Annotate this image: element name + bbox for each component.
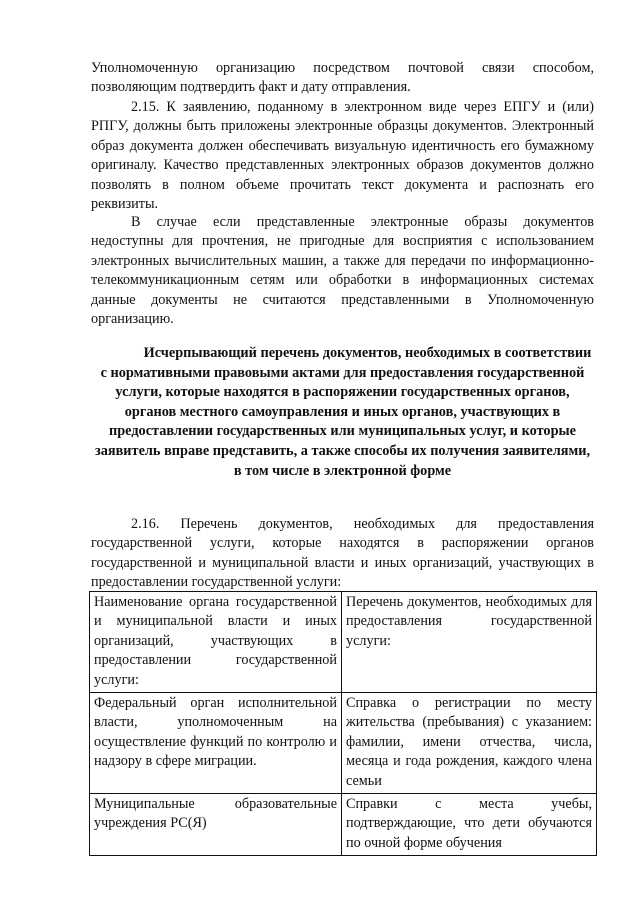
table-header-row	[90, 592, 597, 693]
table-cell-documents: Справки с места учебы, подтверждающие, что дети обучаются по очной форме обучения	[342, 794, 597, 856]
paragraph-delivery: Уполномоченную организацию посредством почтовой связи способом, позволяющим подтвердить факт и дату отправления.	[91, 60, 594, 96]
table-cell-authority: Федеральный орган исполнительной власти, уполномоченным на осуществление функций по контролю и надзору в сфере миграции.	[90, 693, 342, 794]
table-header-cell-documents: Перечень документов, необходимых для предоставления государственной услуги:	[342, 592, 597, 693]
paragraph-2-16: 2.16. Перечень документов, необходимых для предоставления государственной услуги, которые находятся в распоряжении органов государственной и муниципальной власти и иных организаций, участвующих в предоставлении государственной услуги:	[91, 516, 594, 591]
table-header-cell-authority: Наименование органа государственной и муниципальной власти и иных организаций, участвующих в предоставлении государственной услуги:	[90, 592, 342, 693]
documents-table	[89, 591, 597, 856]
table-row	[90, 693, 597, 794]
table-cell-documents: Справка о регистрации по месту жительства (пребывания) с указанием: фамилии, имени отчества, числа, месяца и года рождения, каждого члена семьи	[342, 693, 597, 794]
table-row	[90, 794, 597, 856]
paragraph-2-15: 2.15. К заявлению, поданному в электронном виде через ЕПГУ и (или) РПГУ, должны быть приложены электронные образцы документов. Электронный образ документа должен обеспечивать визуальную идентичность его бумажному оригиналу. Качество представленных электронных образов документов должно позволять в полном объеме прочитать текст документа и распознать его реквизиты.	[91, 99, 594, 213]
table-cell-authority: Муниципальные образовательные учреждения РС(Я)	[90, 794, 342, 856]
paragraph-unreadable-images: В случае если представленные электронные образы документов недоступны для прочтения, не пригодные для восприятия с использованием электронных вычислительных машин, а также для передачи по информационно-телекоммуникационным сетям или обработки в информационных системах данные документы не считаются представленными в Уполномоченную организацию.	[91, 214, 594, 328]
section-heading	[91, 344, 594, 481]
section-heading-text: Исчерпывающий перечень документов, необходимых в соответствии с нормативными правовыми актами для предоставления государственной услуги, которые находятся в распоряжении государственных органов, органов местного самоуправления и иных органов, участвующих в предоставлении государственных или муниципальных услуг, и которые заявитель вправе представить, а также способы их получения заявителями, в том числе в электронной форме	[94, 345, 592, 479]
